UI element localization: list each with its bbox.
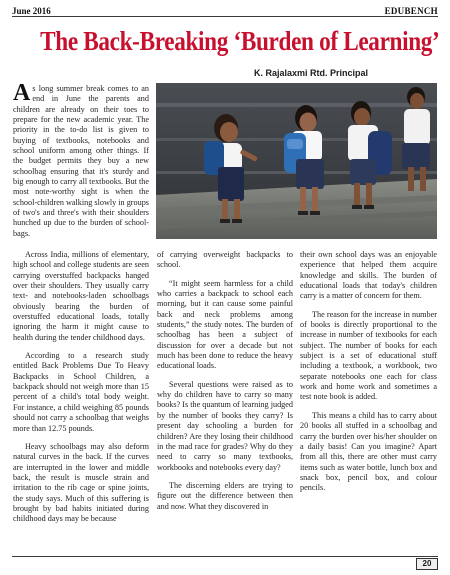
col3-paragraph-3: This means a child has to carry about 20 books all stuffed in a schoolbag and carry the burden over his/her shoulder on a daily basis! Can you imagine? Apart from all this, there are other must carry items such as water bottle, lunch box and snack box, pencil box, and colour pencils. xyxy=(300,410,437,493)
col2-paragraph-4: The discerning elders are trying to figure out the difference between then and now. What they discovered in xyxy=(157,480,293,511)
footer-rule xyxy=(12,556,438,557)
article-byline: K. Rajalaxmi Rtd. Principal xyxy=(253,68,368,78)
col1-paragraph-3: Heavy schoolbags may also deform natural curves in the back. If the curves are interrupted in the lower and middle back, the result is muscle strain and irritation to the rib cage or spine joints, the study says. Much of this suffering is brought by bad habits initiated during childhood days may be because xyxy=(13,441,149,524)
col1-paragraph-2: According to a research study entitled Back Problems Due To Heavy Backpacks in School Children, a backpack should not weigh more than 15 percent of a child's total body weight. For instance, a child weighing 85 pounds should not carry a schoolbag that weighs more than 12.75 pounds. xyxy=(13,351,149,433)
col3-paragraph-2: The reason for the increase in number of books is directly proportional to the increase in number of textbooks for each subject. The number of books for each subject is a set of educational stuff including a textbook, a workbook, two separate notebooks one each for class work and home work and sometimes a test note book is added. xyxy=(300,309,437,402)
col1-paragraph-1: Across India, millions of elementary, high school and college students are seen carrying overstuffed backpacks hanged over their shoulders. They usually carry text- and notebooks-laden schoolbags obviously bearing the burden of overstuffed educational loads, totally ignoring the harm it might cause to health during the tender childhood days. xyxy=(13,250,149,342)
intro-text: s long summer break comes to an end in June the parents and children are already on their toes to prepare for the new academic year. The priority in the to-do list is given to buying of textbooks, notebooks and school uniform among other things. If the budget permits they buy a new schoolbag ensuring that it's sturdy and big enough to carry all textbooks. But the most note-worthy sight is when the school-children walking slowly in groups of two's and three's with their shoulders hunched up due to the burden of school-bags. xyxy=(13,84,149,238)
drop-cap: A xyxy=(13,80,31,106)
col3-paragraph-1: their own school days was an enjoyable experience that helped them acquire knowledge and skills. The burden of educational loads that today's children carry is a matter of concern for them. xyxy=(300,250,437,301)
page-number: 20 xyxy=(416,558,438,570)
article-photo xyxy=(156,83,437,239)
issue-date: June 2016 xyxy=(12,6,51,16)
article-title: The Back-Breaking ‘Burden of Learning’ xyxy=(40,26,440,56)
publication-name: EDUBENCH xyxy=(384,6,438,16)
intro-paragraph xyxy=(13,80,149,239)
intro-paragraph-block xyxy=(13,80,149,247)
column-3 xyxy=(300,250,437,502)
header-rule xyxy=(12,16,438,17)
column-1 xyxy=(13,250,149,533)
col2-paragraph-1: of carrying overweight backpacks to school. xyxy=(157,250,293,270)
column-2 xyxy=(157,250,293,520)
col2-paragraph-2: “It might seem harmless for a child who carries a backpack to school each morning, but it can cause some painful back and neck problems among students,” the study notes. The burden of schoolbag has been a subject of discussion for over a decade but not much has been done to reduce the heavy educational loads. xyxy=(157,278,293,371)
col2-paragraph-3: Several questions were raised as to why do children have to carry so many books? Is the quantum of learning judged by the number of books they carry? Is present day schooling a burden for children? Are they losing their childhood in the mad race for grades? Why do they need to carry so many textbooks, workbooks and notebooks every day? xyxy=(157,379,293,472)
